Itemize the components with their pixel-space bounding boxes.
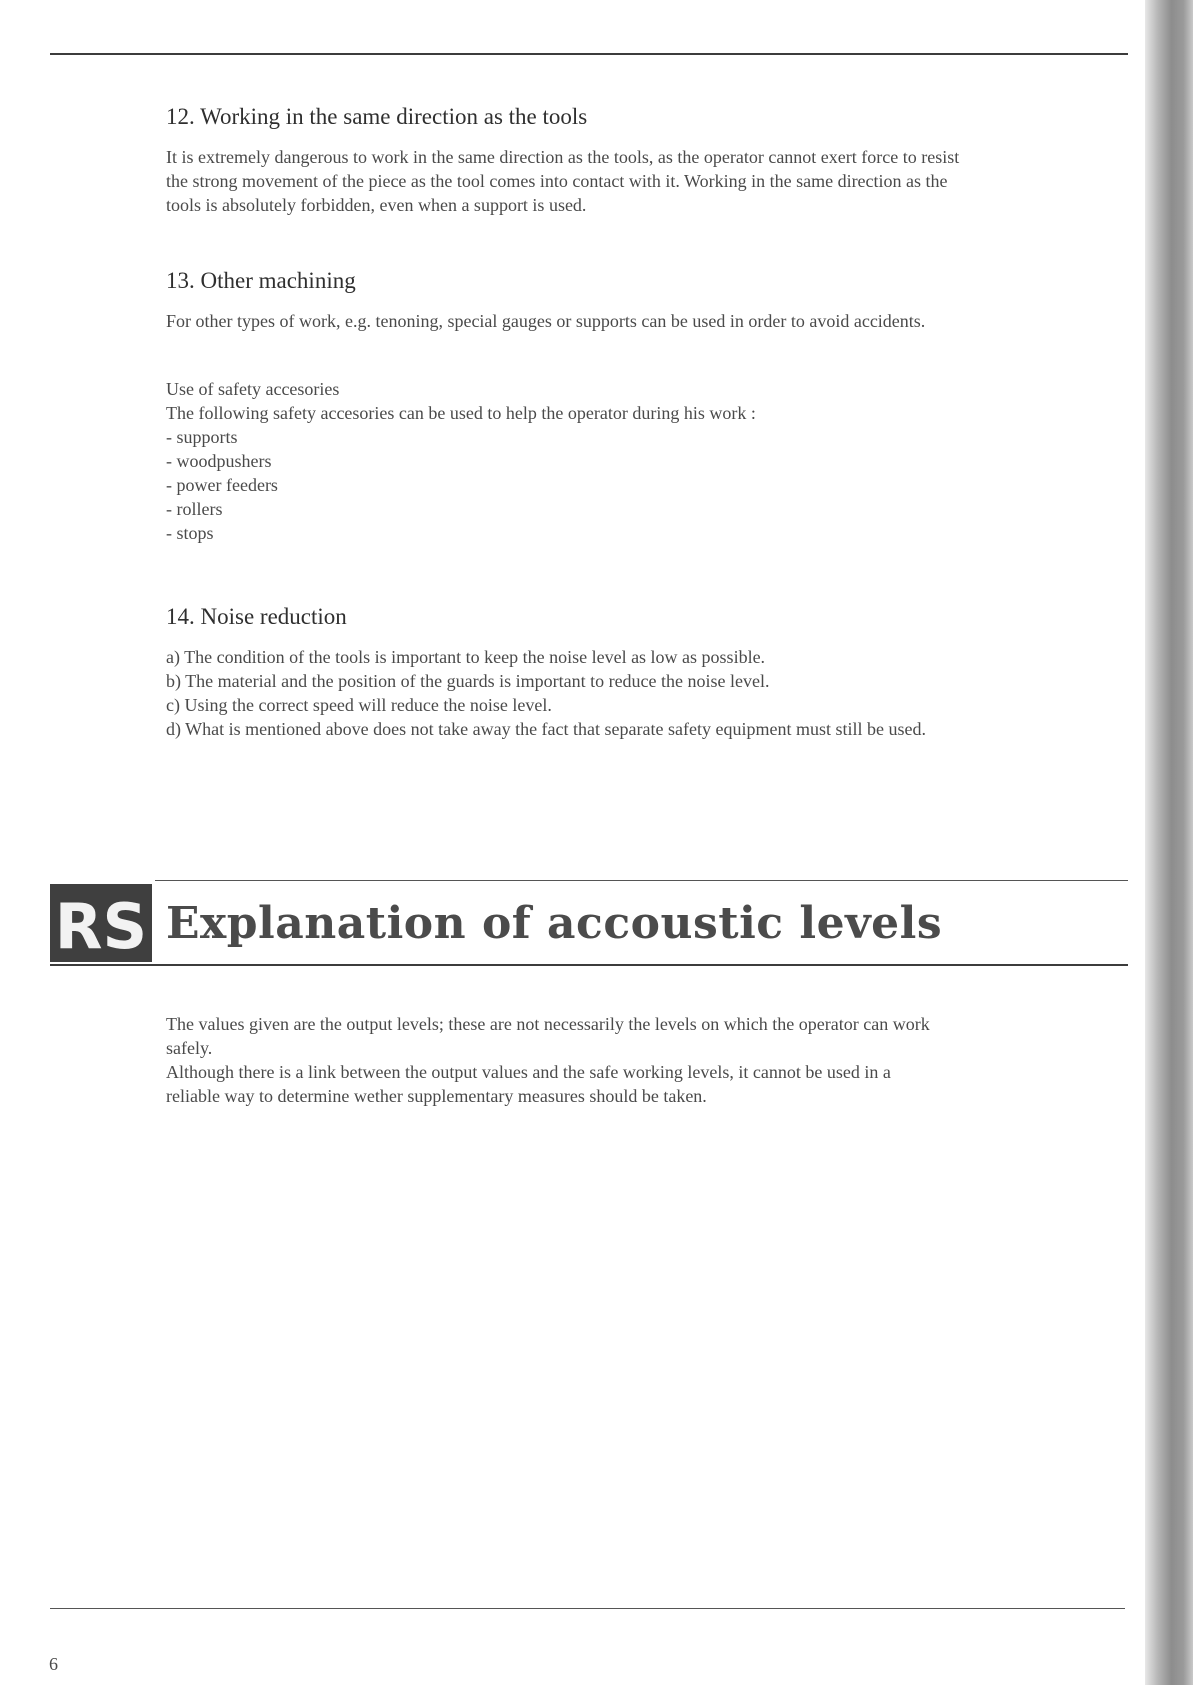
section-13: [166, 267, 966, 333]
list-item: - power feeders: [166, 475, 278, 495]
banner-top-rule: [155, 880, 1128, 881]
rs-logo-icon: [50, 884, 152, 962]
logo-lettering: RS: [54, 890, 148, 962]
explanation-paragraph-1: The values given are the output levels; these are not necessarily the levels on which the operator can work safely.: [166, 1014, 930, 1058]
section-13-body: For other types of work, e.g. tenoning, special gauges or supports can be used in order to avoid accidents.: [166, 311, 926, 331]
top-rule: [50, 53, 1128, 55]
list-item: b) The material and the position of the guards is important to reduce the noise level.: [166, 671, 770, 691]
explanation-paragraph-2: Although there is a link between the output values and the safe working levels, it cannot be used in a reliable way to determine wether supplementary measures should be taken.: [166, 1062, 891, 1106]
list-item: d) What is mentioned above does not take away the fact that separate safety equipment must still be used.: [166, 719, 926, 739]
page-number: 6: [49, 1654, 58, 1674]
list-item: - rollers: [166, 499, 223, 519]
banner-bottom-rule: [50, 964, 1128, 966]
section-13-heading: 13. Other machining: [166, 268, 356, 293]
safety-accessories-list: [166, 425, 966, 545]
section-14: [166, 603, 966, 741]
section-12-body: It is extremely dangerous to work in the same direction as the tools, as the operator cannot exert force to resist the strong movement of the piece as the tool comes into contact with it. Working in the same direction as the tools is absolutely forbidden, even when a support is used.: [166, 147, 960, 215]
list-item: c) Using the correct speed will reduce the noise level.: [166, 695, 552, 715]
section-12: [166, 103, 966, 217]
safety-accessories-title: Use of safety accesories: [166, 379, 340, 399]
section-12-heading: 12. Working in the same direction as the tools: [166, 104, 588, 129]
list-item: - woodpushers: [166, 451, 272, 471]
explanation: [166, 1012, 946, 1108]
safety-accessories-intro: The following safety accesories can be used to help the operator during his work :: [166, 403, 756, 423]
list-item: - stops: [166, 523, 214, 543]
safety-accessories: [166, 377, 966, 545]
page-edge-shadow: [1145, 0, 1193, 1685]
noise-reduction-list: [166, 645, 946, 741]
banner-title: Explanation of accoustic levels: [166, 898, 943, 949]
brand-logo: [50, 884, 152, 962]
list-item: - supports: [166, 427, 238, 447]
section-14-heading: 14. Noise reduction: [166, 604, 347, 629]
footer-rule: [50, 1608, 1125, 1609]
list-item: a) The condition of the tools is important to keep the noise level as low as possible.: [166, 647, 766, 667]
